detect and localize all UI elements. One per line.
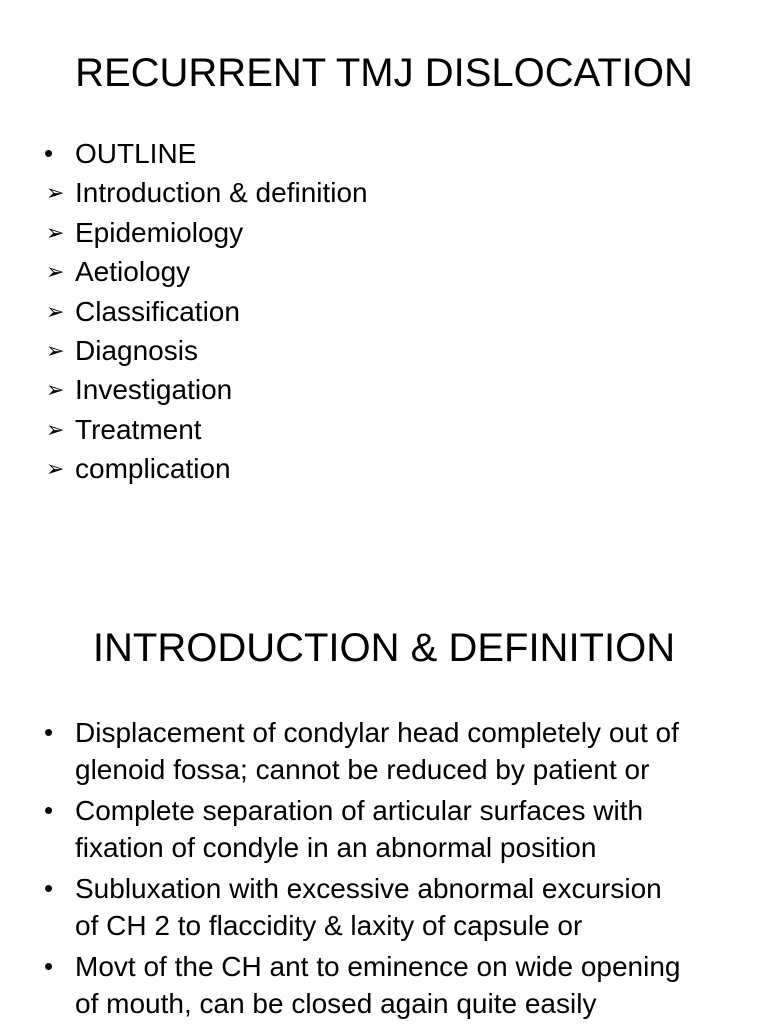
list-item (44, 173, 368, 212)
list-item-line: fixation of condyle in an abnormal position (75, 832, 597, 863)
list-item (44, 449, 368, 488)
list-item-text: Treatment (75, 413, 202, 445)
list-item (44, 948, 744, 1022)
arrow-bullet-icon: ➢ (46, 180, 65, 206)
list-item-line: glenoid fossa; cannot be reduced by patient or (75, 754, 650, 785)
list-item (44, 870, 744, 944)
list-item-text: Classification (75, 295, 240, 327)
list-item-line: Subluxation with excessive abnormal excursion (75, 873, 662, 904)
arrow-bullet-icon: ➢ (46, 456, 65, 482)
definition-list (44, 714, 744, 1026)
list-item (44, 213, 368, 252)
slide-outline (0, 0, 768, 512)
list-item (44, 252, 368, 291)
list-item-text: complication (75, 453, 231, 485)
list-item-text: Epidemiology (75, 216, 244, 248)
bullet-icon: • (44, 873, 54, 903)
arrow-bullet-icon: ➢ (46, 416, 65, 442)
list-item (44, 370, 368, 409)
bullet-icon: • (44, 951, 54, 981)
list-item (44, 792, 744, 866)
list-item (44, 714, 744, 788)
list-item (44, 331, 368, 370)
list-item-text: Aetiology (75, 256, 191, 288)
arrow-bullet-icon: ➢ (46, 377, 65, 403)
slide-title: INTRODUCTION & DEFINITION (92, 626, 676, 670)
list-item (44, 292, 368, 331)
slide-title: RECURRENT TMJ DISLOCATION (75, 51, 693, 95)
arrow-bullet-icon: ➢ (46, 219, 65, 245)
list-item-text: Investigation (75, 374, 233, 406)
outline-heading: OUTLINE (75, 138, 197, 169)
arrow-bullet-icon: ➢ (46, 259, 65, 285)
bullet-icon: • (44, 717, 54, 747)
list-item-text: Diagnosis (75, 334, 198, 366)
list-item-line: Displacement of condylar head completely out of (75, 717, 679, 748)
list-item-line: Complete separation of articular surfaces with (75, 795, 644, 826)
arrow-bullet-icon: ➢ (46, 298, 65, 324)
slide-introduction (0, 512, 768, 1024)
bullet-icon: • (44, 795, 54, 825)
arrow-bullet-icon: ➢ (46, 337, 65, 363)
list-item-line: of CH 2 to flaccidity & laxity of capsule or (75, 910, 583, 941)
bullet-icon: • (44, 138, 54, 168)
list-item (44, 410, 368, 449)
outline-heading-item (44, 134, 368, 173)
list-item-line: of mouth, can be closed again quite easily (75, 988, 597, 1019)
list-item-line: Movt of the CH ant to eminence on wide opening (75, 951, 681, 982)
outline-list (44, 134, 368, 489)
list-item-text: Introduction & definition (75, 177, 368, 209)
